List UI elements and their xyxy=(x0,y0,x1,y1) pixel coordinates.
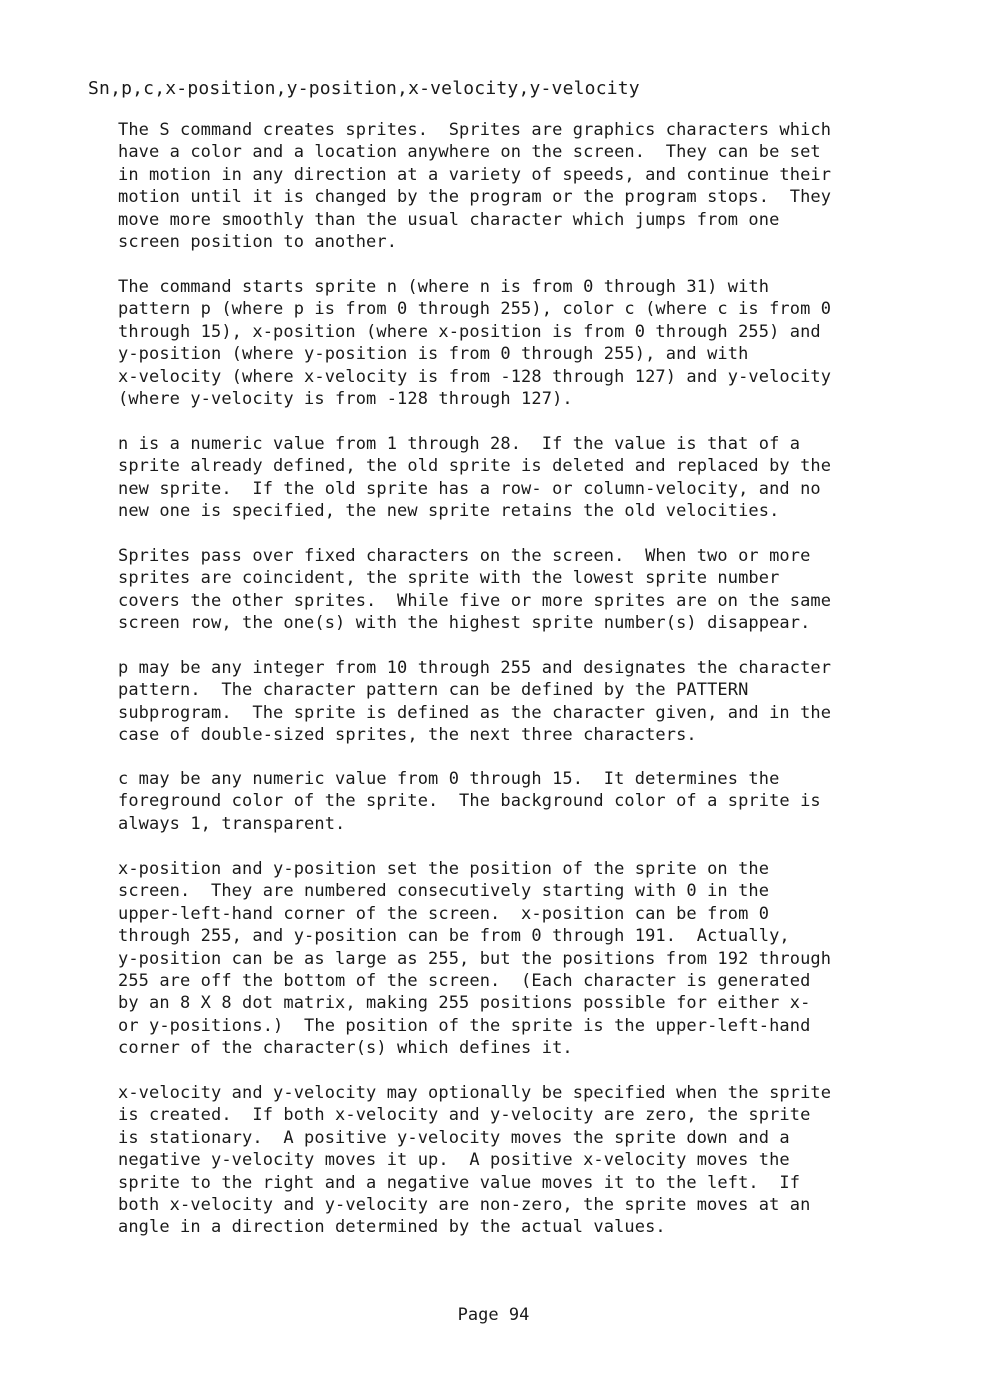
text-line: pattern. The character pattern can be defined by the PATTERN xyxy=(118,680,749,701)
text-line: through 15), x-position (where x-position is from 0 through 255) and xyxy=(118,321,821,342)
text-line: screen position to another. xyxy=(118,232,398,253)
text-line: y-position can be as large as 255, but the positions from 192 through xyxy=(118,948,832,969)
text-line: y-position (where y-position is from 0 through 255), and with xyxy=(118,344,749,365)
text-line: foreground color of the sprite. The background color of a sprite is xyxy=(118,791,821,812)
text-line: 255 are off the bottom of the screen. (Each character is generated xyxy=(118,971,811,992)
text-line: move more smoothly than the usual character which jumps from one xyxy=(118,209,780,230)
text-line: new sprite. If the old sprite has a row- or column-velocity, and no xyxy=(118,478,821,499)
text-line: x-velocity and y-velocity may optionally be specified when the sprite xyxy=(118,1083,832,1103)
text-line: through 255, and y-position can be from 0 through 191. Actually, xyxy=(118,926,790,947)
text-line: sprite already defined, the old sprite is deleted and replaced by the xyxy=(118,456,832,477)
text-line: have a color and a location anywhere on the screen. They can be set xyxy=(118,142,821,163)
paragraph-pattern xyxy=(118,657,938,747)
text-line: The S command creates sprites. Sprites are graphics characters which xyxy=(118,120,832,140)
paragraph-position xyxy=(118,858,938,1060)
text-line: covers the other sprites. While five or more sprites are on the same xyxy=(118,590,832,611)
paragraph-velocity xyxy=(118,1082,938,1239)
text-line: pattern p (where p is from 0 through 255), color c (where c is from 0 xyxy=(118,299,832,320)
text-line: upper-left-hand corner of the screen. x-position can be from 0 xyxy=(118,903,770,924)
text-line: negative y-velocity moves it up. A positive x-velocity moves the xyxy=(118,1150,790,1171)
paragraph-parameters xyxy=(118,276,938,410)
text-line: both x-velocity and y-velocity are non-zero, the sprite moves at an xyxy=(118,1195,811,1216)
text-line: motion until it is changed by the program or the program stops. They xyxy=(118,187,832,208)
text-line: c may be any numeric value from 0 through 15. It determines the xyxy=(118,769,780,789)
text-line: new one is specified, the new sprite retains the old velocities. xyxy=(118,501,780,522)
text-line: is stationary. A positive y-velocity moves the sprite down and a xyxy=(118,1127,790,1148)
text-line: subprogram. The sprite is defined as the character given, and in the xyxy=(118,702,832,723)
text-line: screen. They are numbered consecutively starting with 0 in the xyxy=(118,881,770,902)
text-line: screen row, the one(s) with the highest sprite number(s) disappear. xyxy=(118,613,811,634)
paragraph-overlap xyxy=(118,545,938,635)
text-line: angle in a direction determined by the actual values. xyxy=(118,1217,666,1238)
text-line: x-velocity (where x-velocity is from -128 through 127) and y-velocity xyxy=(118,366,832,387)
paragraph-color xyxy=(118,768,938,835)
text-line: n is a numeric value from 1 through 28. If the value is that of a xyxy=(118,434,801,454)
paragraph-sprite-number xyxy=(118,433,938,523)
text-line: sprite to the right and a negative value moves it to the left. If xyxy=(118,1172,801,1193)
text-line: case of double-sized sprites, the next three characters. xyxy=(118,725,697,746)
text-line: sprites are coincident, the sprite with the lowest sprite number xyxy=(118,568,780,589)
text-line: is created. If both x-velocity and y-velocity are zero, the sprite xyxy=(118,1105,811,1126)
text-line: p may be any integer from 10 through 255 and designates the character xyxy=(118,658,832,678)
text-line: or y-positions.) The position of the sprite is the upper-left-hand xyxy=(118,1015,811,1036)
text-line: x-position and y-position set the position of the sprite on the xyxy=(118,859,770,879)
command-syntax-heading: Sn,p,c,x-position,y-position,x-velocity,y-velocity xyxy=(88,78,640,99)
text-line: The command starts sprite n (where n is from 0 through 31) with xyxy=(118,277,770,297)
text-line: corner of the character(s) which defines it. xyxy=(118,1038,573,1059)
text-line: always 1, transparent. xyxy=(118,813,346,834)
paragraph-overview xyxy=(118,119,938,253)
text-line: Sprites pass over fixed characters on the screen. When two or more xyxy=(118,546,811,566)
text-line: (where y-velocity is from -128 through 127). xyxy=(118,389,573,410)
text-line: in motion in any direction at a variety of speeds, and continue their xyxy=(118,164,832,185)
page-number: Page 94 xyxy=(457,1305,530,1325)
text-line: by an 8 X 8 dot matrix, making 255 positions possible for either x- xyxy=(118,993,811,1014)
